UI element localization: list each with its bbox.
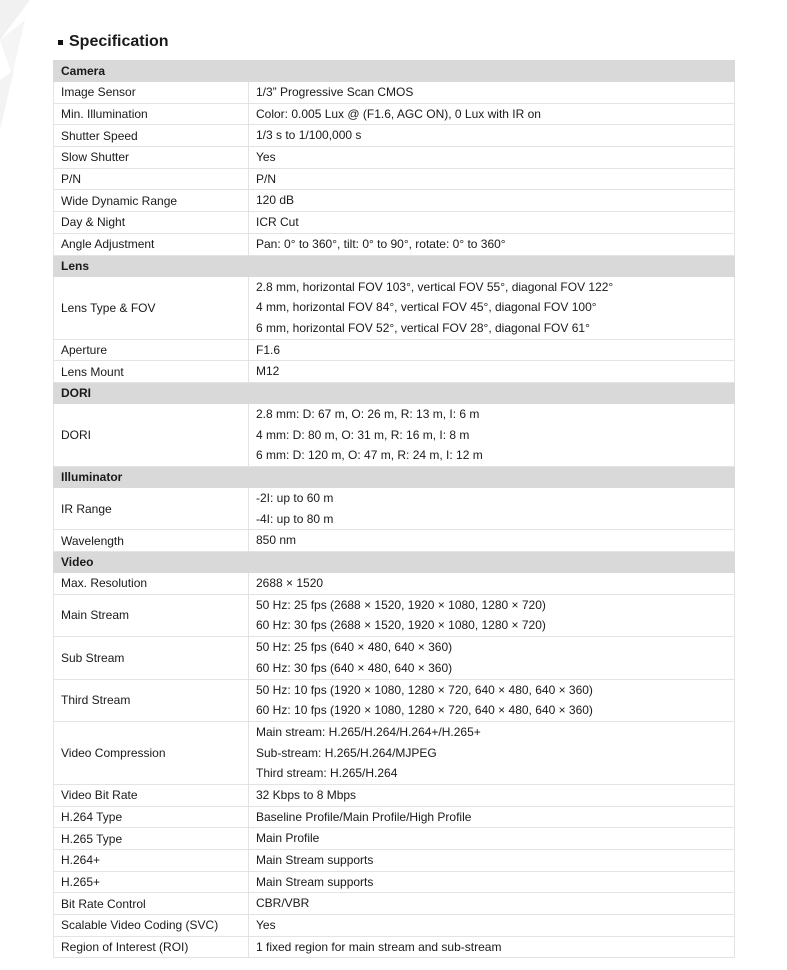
section-header-blank [249, 255, 735, 276]
spec-value-line: 6 mm: D: 120 m, O: 47 m, R: 24 m, I: 12 m [256, 448, 483, 463]
spec-value-line: 120 dB [256, 193, 295, 208]
spec-value-line: 50 Hz: 10 fps (1920 × 1080, 1280 × 720, 640 × 480, 640 × 360) [256, 682, 593, 697]
specification-table [53, 60, 735, 958]
spec-value [249, 168, 735, 190]
section-title: DORI [54, 382, 249, 403]
spec-label: P/N [54, 168, 249, 190]
table-row [54, 573, 735, 595]
table-row [54, 276, 735, 339]
section-title: Camera [54, 61, 249, 82]
spec-label: Lens Type & FOV [54, 276, 249, 339]
spec-label: Wide Dynamic Range [54, 190, 249, 212]
table-row [54, 721, 735, 784]
spec-value-line: Pan: 0° to 360°, tilt: 0° to 90°, rotate: 0° to 360° [256, 236, 506, 251]
spec-value-line: Color: 0.005 Lux @ (F1.6, AGC ON), 0 Lux with IR on [256, 106, 541, 121]
spec-value-line: Sub-stream: H.265/H.264/MJPEG [256, 745, 437, 760]
section-header-blank [249, 467, 735, 488]
spec-value-line: Yes [256, 150, 276, 165]
spec-value-line: 60 Hz: 30 fps (2688 × 1520, 1920 × 1080, 1280 × 720) [256, 618, 546, 633]
table-row [54, 361, 735, 383]
spec-value [249, 403, 735, 466]
spec-value-line: M12 [256, 364, 280, 379]
spec-value [249, 721, 735, 784]
spec-label: Bit Rate Control [54, 893, 249, 915]
spec-value-line: 1/3” Progressive Scan CMOS [256, 85, 414, 99]
spec-value-line: ICR Cut [256, 215, 299, 230]
spec-value-line: Baseline Profile/Main Profile/High Profile [256, 809, 472, 824]
section-header-camera [54, 61, 735, 82]
table-row [54, 679, 735, 721]
spec-value-line: Main stream: H.265/H.264/H.264+/H.265+ [256, 724, 481, 739]
spec-value-line: 60 Hz: 10 fps (1920 × 1080, 1280 × 720, 640 × 480, 640 × 360) [256, 703, 593, 718]
table-row [54, 190, 735, 212]
spec-value-line: Main Stream supports [256, 853, 374, 867]
spec-value-line: 4 mm: D: 80 m, O: 31 m, R: 16 m, I: 8 m [256, 427, 470, 442]
table-row [54, 850, 735, 872]
table-row [54, 637, 735, 679]
spec-value-line: 850 nm [256, 533, 297, 548]
table-row [54, 125, 735, 147]
spec-label: DORI [54, 403, 249, 466]
table-row [54, 233, 735, 255]
section-title: Illuminator [54, 467, 249, 488]
spec-label: H.264+ [54, 850, 249, 872]
spec-value [249, 806, 735, 828]
spec-label: Wavelength [54, 530, 249, 552]
section-title: Lens [54, 255, 249, 276]
spec-value [249, 361, 735, 383]
spec-value [249, 190, 735, 212]
spec-value [249, 871, 735, 893]
spec-label: Image Sensor [54, 82, 249, 104]
page-title-text: Specification [69, 33, 169, 50]
spec-value [249, 893, 735, 915]
spec-label: Angle Adjustment [54, 233, 249, 255]
spec-value [249, 594, 735, 636]
table-row [54, 82, 735, 104]
spec-label: IR Range [54, 488, 249, 530]
table-row [54, 168, 735, 190]
spec-label: Third Stream [54, 679, 249, 721]
spec-value-line: 32 Kbps to 8 Mbps [256, 787, 357, 802]
table-row [54, 147, 735, 169]
spec-value-line: F1.6 [256, 342, 281, 357]
spec-value-line: P/N [256, 171, 277, 186]
table-row [54, 915, 735, 937]
spec-value-line: 4 mm, horizontal FOV 84°, vertical FOV 45°, diagonal FOV 100° [256, 300, 597, 315]
section-header-lens [54, 255, 735, 276]
spec-label: Lens Mount [54, 361, 249, 383]
spec-value-line: 1 fixed region for main stream and sub-stream [256, 939, 502, 954]
spec-value [249, 573, 735, 595]
spec-label: Day & Night [54, 212, 249, 234]
table-row [54, 339, 735, 361]
spec-label: Min. Illumination [54, 103, 249, 125]
table-row [54, 212, 735, 234]
specification-table-body [54, 61, 735, 958]
spec-value-line: 2.8 mm, horizontal FOV 103°, vertical FOV 55°, diagonal FOV 122° [256, 279, 614, 294]
table-row [54, 530, 735, 552]
spec-value-line: Main Stream supports [256, 874, 374, 889]
section-header-blank [249, 552, 735, 573]
spec-value [249, 233, 735, 255]
spec-value [249, 784, 735, 806]
spec-value [249, 339, 735, 361]
spec-label: Shutter Speed [54, 125, 249, 147]
spec-label: Scalable Video Coding (SVC) [54, 915, 249, 937]
spec-value-line: 50 Hz: 25 fps (640 × 480, 640 × 360) [256, 640, 453, 655]
section-header-blank [249, 61, 735, 82]
table-row [54, 594, 735, 636]
spec-value [249, 828, 735, 850]
spec-label: Video Bit Rate [54, 784, 249, 806]
spec-label: Region of Interest (ROI) [54, 936, 249, 958]
section-header-video [54, 552, 735, 573]
table-row [54, 403, 735, 466]
spec-value [249, 850, 735, 872]
spec-value-line: 50 Hz: 25 fps (2688 × 1520, 1920 × 1080, 1280 × 720) [256, 597, 546, 612]
section-header-dori [54, 382, 735, 403]
spec-label: Slow Shutter [54, 147, 249, 169]
spec-value [249, 125, 735, 147]
bullet-square-icon [58, 40, 63, 45]
spec-value [249, 530, 735, 552]
spec-value-line: Main Profile [256, 831, 320, 846]
table-row [54, 103, 735, 125]
section-title: Video [54, 552, 249, 573]
spec-label: Max. Resolution [54, 573, 249, 595]
table-row [54, 784, 735, 806]
spec-label: Sub Stream [54, 637, 249, 679]
spec-value-line: 60 Hz: 30 fps (640 × 480, 640 × 360) [256, 660, 453, 675]
spec-label: H.265 Type [54, 828, 249, 850]
spec-label: Main Stream [54, 594, 249, 636]
spec-value [249, 679, 735, 721]
table-row [54, 488, 735, 530]
spec-value [249, 147, 735, 169]
spec-value-line: 6 mm, horizontal FOV 52°, vertical FOV 28°, diagonal FOV 61° [256, 320, 590, 335]
spec-value-line: Third stream: H.265/H.264 [256, 766, 398, 781]
spec-value-line: 2.8 mm: D: 67 m, O: 26 m, R: 13 m, I: 6 m [256, 406, 480, 421]
table-row [54, 828, 735, 850]
spec-label: Aperture [54, 339, 249, 361]
spec-value [249, 488, 735, 530]
decorative-corner-graphic [0, 0, 60, 150]
spec-value-line: -2I: up to 60 m [256, 491, 334, 505]
spec-label: H.265+ [54, 871, 249, 893]
table-row [54, 806, 735, 828]
spec-value [249, 915, 735, 937]
page-title [58, 33, 169, 51]
section-header-illuminator [54, 467, 735, 488]
spec-value [249, 276, 735, 339]
section-header-blank [249, 382, 735, 403]
spec-value-line: Yes [256, 918, 276, 933]
spec-value [249, 212, 735, 234]
spec-value-line: 2688 × 1520 [256, 576, 324, 591]
spec-value [249, 82, 735, 104]
table-row [54, 893, 735, 915]
spec-value [249, 103, 735, 125]
spec-value-line: -4I: up to 80 m [256, 511, 334, 526]
spec-value [249, 936, 735, 958]
table-row [54, 936, 735, 958]
spec-value-line: 1/3 s to 1/100,000 s [256, 128, 362, 143]
spec-label: H.264 Type [54, 806, 249, 828]
table-row [54, 871, 735, 893]
spec-value-line: CBR/VBR [256, 896, 310, 911]
spec-value [249, 637, 735, 679]
spec-label: Video Compression [54, 721, 249, 784]
